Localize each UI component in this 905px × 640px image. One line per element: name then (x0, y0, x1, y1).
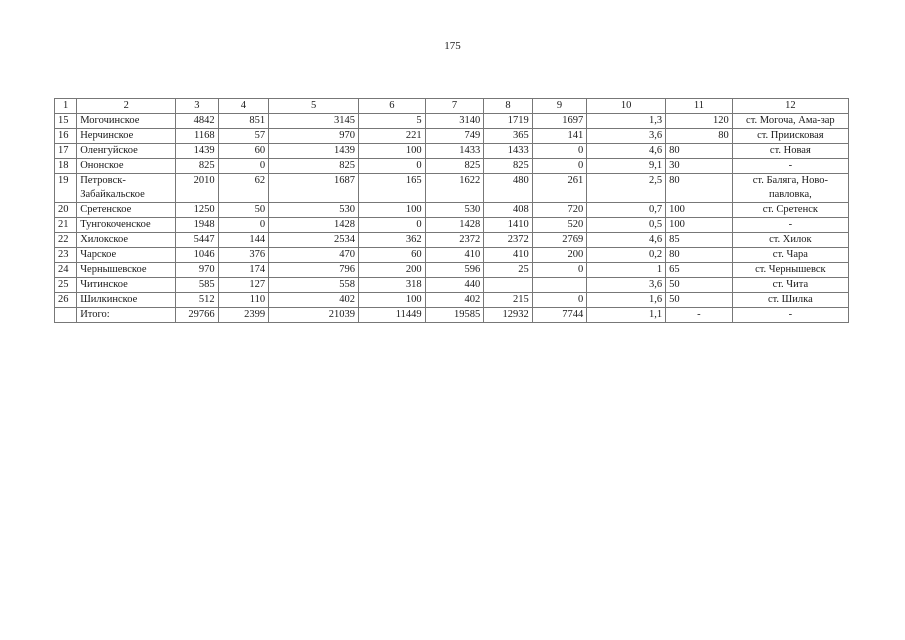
cell-col-9: 720 (532, 203, 587, 218)
cell-col-5: 2534 (269, 233, 359, 248)
cell-col-3: 1948 (176, 218, 218, 233)
cell-col-11: 100 (666, 203, 733, 218)
table-row (55, 114, 849, 129)
cell-col-10: 4,6 (587, 144, 666, 159)
cell-col-6: 165 (359, 174, 426, 203)
column-header: 1 (55, 99, 77, 114)
cell-col-4: 376 (218, 248, 269, 263)
table-row (55, 308, 849, 323)
cell-col-9: 261 (532, 174, 587, 203)
cell-col-4: 0 (218, 218, 269, 233)
cell-col-4: 174 (218, 263, 269, 278)
cell-station: - (732, 218, 848, 233)
cell-col-4: 50 (218, 203, 269, 218)
cell-col-8: 1410 (484, 218, 532, 233)
column-header: 2 (77, 99, 176, 114)
cell-col-7: 1433 (425, 144, 484, 159)
cell-row-number: 24 (55, 263, 77, 278)
cell-col-8: 25 (484, 263, 532, 278)
header-row (55, 99, 849, 114)
cell-station: ст. Шилка (732, 293, 848, 308)
cell-row-number (55, 308, 77, 323)
cell-col-7: 530 (425, 203, 484, 218)
cell-col-7: 2372 (425, 233, 484, 248)
cell-col-8: 365 (484, 129, 532, 144)
cell-col-9: 520 (532, 218, 587, 233)
cell-col-5: 3145 (269, 114, 359, 129)
cell-col-5: 1428 (269, 218, 359, 233)
cell-col-6: 100 (359, 203, 426, 218)
cell-col-10: 1,3 (587, 114, 666, 129)
cell-col-4: 0 (218, 159, 269, 174)
cell-col-10: 1,1 (587, 308, 666, 323)
cell-col-8: 1719 (484, 114, 532, 129)
cell-district-name: Итого: (77, 308, 176, 323)
table-row (55, 203, 849, 218)
cell-station: ст. Новая (732, 144, 848, 159)
table-row (55, 233, 849, 248)
cell-col-7: 596 (425, 263, 484, 278)
cell-col-6: 100 (359, 144, 426, 159)
cell-col-7: 19585 (425, 308, 484, 323)
cell-district-name: Чернышевское (77, 263, 176, 278)
cell-station: ст. Чита (732, 278, 848, 293)
cell-col-7: 410 (425, 248, 484, 263)
cell-col-6: 5 (359, 114, 426, 129)
cell-col-11: 100 (666, 218, 733, 233)
cell-col-5: 402 (269, 293, 359, 308)
cell-col-6: 318 (359, 278, 426, 293)
cell-col-10: 1 (587, 263, 666, 278)
table-row (55, 144, 849, 159)
cell-district-name: Нерчинское (77, 129, 176, 144)
cell-col-6: 0 (359, 218, 426, 233)
cell-station: ст. Могоча, Ама-зар (732, 114, 848, 129)
data-table (54, 98, 849, 323)
column-header: 8 (484, 99, 532, 114)
cell-col-3: 2010 (176, 174, 218, 203)
table-row (55, 263, 849, 278)
cell-col-9: 141 (532, 129, 587, 144)
cell-row-number: 18 (55, 159, 77, 174)
column-header: 12 (732, 99, 848, 114)
column-header: 3 (176, 99, 218, 114)
cell-col-8 (484, 278, 532, 293)
cell-district-name: Шилкинское (77, 293, 176, 308)
cell-col-8: 825 (484, 159, 532, 174)
cell-col-5: 558 (269, 278, 359, 293)
cell-col-9: 0 (532, 293, 587, 308)
cell-col-9: 0 (532, 159, 587, 174)
column-header: 11 (666, 99, 733, 114)
cell-row-number: 16 (55, 129, 77, 144)
cell-col-9: 0 (532, 263, 587, 278)
cell-district-name: Тунгокоченское (77, 218, 176, 233)
cell-col-7: 3140 (425, 114, 484, 129)
cell-col-3: 970 (176, 263, 218, 278)
cell-col-3: 825 (176, 159, 218, 174)
cell-col-9: 200 (532, 248, 587, 263)
cell-col-9: 2769 (532, 233, 587, 248)
cell-row-number: 17 (55, 144, 77, 159)
cell-col-4: 2399 (218, 308, 269, 323)
cell-district-name: Чарское (77, 248, 176, 263)
cell-col-4: 127 (218, 278, 269, 293)
cell-district-name: Читинское (77, 278, 176, 293)
table-row (55, 129, 849, 144)
cell-col-11: 80 (666, 248, 733, 263)
cell-col-6: 100 (359, 293, 426, 308)
column-header: 5 (269, 99, 359, 114)
cell-col-10: 3,6 (587, 278, 666, 293)
column-header: 10 (587, 99, 666, 114)
cell-col-8: 1433 (484, 144, 532, 159)
table-row (55, 159, 849, 174)
column-header: 4 (218, 99, 269, 114)
cell-district-name: Оленгуйское (77, 144, 176, 159)
cell-col-9 (532, 278, 587, 293)
cell-row-number: 23 (55, 248, 77, 263)
cell-col-6: 200 (359, 263, 426, 278)
cell-station: ст. Чернышевск (732, 263, 848, 278)
cell-row-number: 20 (55, 203, 77, 218)
cell-col-10: 0,2 (587, 248, 666, 263)
cell-col-3: 1250 (176, 203, 218, 218)
cell-col-4: 57 (218, 129, 269, 144)
cell-col-5: 1687 (269, 174, 359, 203)
cell-col-7: 749 (425, 129, 484, 144)
cell-col-8: 410 (484, 248, 532, 263)
cell-col-5: 796 (269, 263, 359, 278)
cell-col-6: 60 (359, 248, 426, 263)
cell-col-11: 50 (666, 293, 733, 308)
cell-col-8: 480 (484, 174, 532, 203)
cell-col-3: 512 (176, 293, 218, 308)
cell-col-5: 825 (269, 159, 359, 174)
table-row (55, 278, 849, 293)
cell-col-5: 470 (269, 248, 359, 263)
column-header: 7 (425, 99, 484, 114)
cell-station: ст. Баляга, Ново-павловка, (732, 174, 848, 203)
cell-col-11: 30 (666, 159, 733, 174)
cell-col-9: 0 (532, 144, 587, 159)
cell-col-8: 12932 (484, 308, 532, 323)
cell-col-9: 7744 (532, 308, 587, 323)
cell-district-name: Сретенское (77, 203, 176, 218)
cell-col-6: 362 (359, 233, 426, 248)
cell-col-5: 530 (269, 203, 359, 218)
cell-district-name: Петровск-Забайкальское (77, 174, 176, 203)
cell-col-4: 60 (218, 144, 269, 159)
column-header: 9 (532, 99, 587, 114)
table-row (55, 293, 849, 308)
cell-row-number: 19 (55, 174, 77, 203)
cell-col-11: 85 (666, 233, 733, 248)
cell-col-11: 65 (666, 263, 733, 278)
cell-col-8: 215 (484, 293, 532, 308)
cell-col-3: 4842 (176, 114, 218, 129)
cell-row-number: 22 (55, 233, 77, 248)
cell-col-8: 2372 (484, 233, 532, 248)
cell-col-4: 144 (218, 233, 269, 248)
cell-station: ст. Хилок (732, 233, 848, 248)
cell-col-7: 1622 (425, 174, 484, 203)
cell-col-10: 2,5 (587, 174, 666, 203)
cell-col-5: 1439 (269, 144, 359, 159)
cell-station: - (732, 159, 848, 174)
cell-col-7: 1428 (425, 218, 484, 233)
cell-station: ст. Сретенск (732, 203, 848, 218)
cell-col-6: 11449 (359, 308, 426, 323)
cell-district-name: Хилокское (77, 233, 176, 248)
cell-station: - (732, 308, 848, 323)
cell-col-11: 80 (666, 129, 733, 144)
cell-col-3: 1439 (176, 144, 218, 159)
cell-district-name: Ононское (77, 159, 176, 174)
cell-row-number: 15 (55, 114, 77, 129)
cell-col-11: 120 (666, 114, 733, 129)
cell-col-3: 1168 (176, 129, 218, 144)
table-row (55, 174, 849, 203)
cell-col-10: 4,6 (587, 233, 666, 248)
cell-col-7: 440 (425, 278, 484, 293)
cell-col-3: 1046 (176, 248, 218, 263)
cell-col-3: 585 (176, 278, 218, 293)
table-row (55, 248, 849, 263)
cell-col-10: 0,7 (587, 203, 666, 218)
cell-col-7: 402 (425, 293, 484, 308)
cell-col-10: 1,6 (587, 293, 666, 308)
cell-col-11: 80 (666, 144, 733, 159)
cell-col-3: 5447 (176, 233, 218, 248)
table-row (55, 218, 849, 233)
cell-col-5: 970 (269, 129, 359, 144)
cell-col-11: 80 (666, 174, 733, 203)
cell-col-8: 408 (484, 203, 532, 218)
cell-col-11: - (666, 308, 733, 323)
cell-col-10: 9,1 (587, 159, 666, 174)
cell-col-4: 851 (218, 114, 269, 129)
cell-row-number: 25 (55, 278, 77, 293)
cell-col-6: 0 (359, 159, 426, 174)
cell-col-6: 221 (359, 129, 426, 144)
cell-station: ст. Приисковая (732, 129, 848, 144)
cell-col-7: 825 (425, 159, 484, 174)
cell-col-3: 29766 (176, 308, 218, 323)
column-header: 6 (359, 99, 426, 114)
cell-col-5: 21039 (269, 308, 359, 323)
cell-row-number: 21 (55, 218, 77, 233)
cell-col-10: 0,5 (587, 218, 666, 233)
cell-col-11: 50 (666, 278, 733, 293)
cell-station: ст. Чара (732, 248, 848, 263)
cell-col-4: 110 (218, 293, 269, 308)
cell-district-name: Могочинское (77, 114, 176, 129)
cell-col-4: 62 (218, 174, 269, 203)
cell-col-10: 3,6 (587, 129, 666, 144)
cell-col-9: 1697 (532, 114, 587, 129)
cell-row-number: 26 (55, 293, 77, 308)
page-number: 175 (444, 40, 461, 52)
